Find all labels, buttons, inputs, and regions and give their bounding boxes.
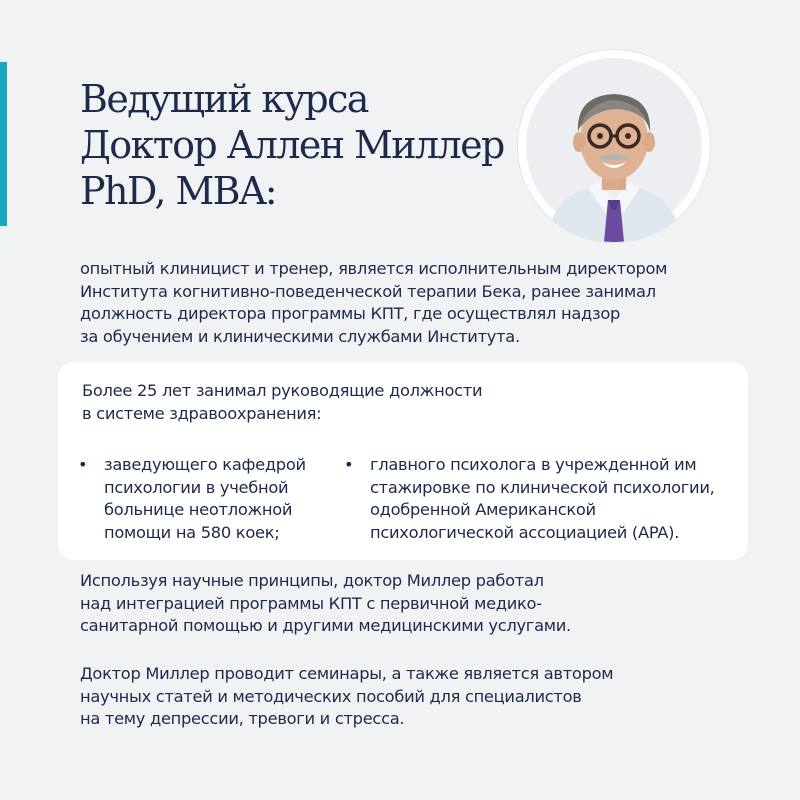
paragraph-line: Доктор Миллер проводит семинары, а также является автором	[80, 664, 614, 683]
lead-line: в системе здравоохранения:	[82, 403, 322, 423]
title-line: PhD, MBA:	[80, 169, 276, 213]
bullet-line: больнице неотложной	[104, 500, 293, 519]
title-line: Ведущий курса	[80, 77, 368, 121]
lead-line: Более 25 лет занимал руководящие должности	[82, 381, 483, 400]
bullet-line: одобренной Американской	[370, 500, 596, 519]
intro-line: Института когнитивно-поведенческой терапии Бека, ранее занимал	[80, 281, 656, 301]
bullet-line: заведующего кафедрой	[104, 455, 306, 474]
experience-lead	[82, 380, 482, 425]
intro-line: опытный клиницист и тренер, является исполнительным директором	[80, 259, 668, 278]
bullet-line: главного психолога в учрежденной им	[370, 455, 697, 474]
bullet-dot-icon: •	[344, 455, 354, 474]
paragraph-line: санитарной помощью и другими медицинскими услугами.	[80, 616, 571, 635]
paragraph-line: на тему депрессии, тревоги и стресса.	[80, 709, 405, 728]
bullet-line: помощи на 580 коек;	[104, 522, 280, 542]
accent-bar	[0, 62, 7, 226]
title-line: Доктор Аллен Миллер	[80, 123, 504, 167]
intro-text	[80, 258, 720, 348]
intro-line: должность директора программы КПТ, где осуществлял надзор	[80, 304, 621, 323]
experience-card	[58, 362, 748, 560]
seminars-paragraph	[80, 663, 613, 731]
bullet-line: психологической ассоциацией (APA).	[370, 522, 680, 542]
paragraph-line: научных статей и методических пособий для специалистов	[80, 686, 582, 706]
intro-line: за обучением и клиническими службами Института.	[80, 326, 520, 346]
page-title	[80, 76, 504, 214]
speaker-portrait	[518, 50, 710, 242]
paragraph-line: над интеграцией программы КПТ с первичной медико-	[80, 593, 542, 613]
bullet-line: психологии в учебной	[104, 477, 289, 497]
paragraph-line: Используя научные принципы, доктор Миллер работал	[80, 571, 544, 590]
research-paragraph	[80, 570, 571, 638]
bullet-dot-icon: •	[78, 455, 88, 474]
bullet-line: стажировке по клинической психологии,	[370, 477, 715, 497]
speaker-photo-illustration	[518, 50, 710, 242]
